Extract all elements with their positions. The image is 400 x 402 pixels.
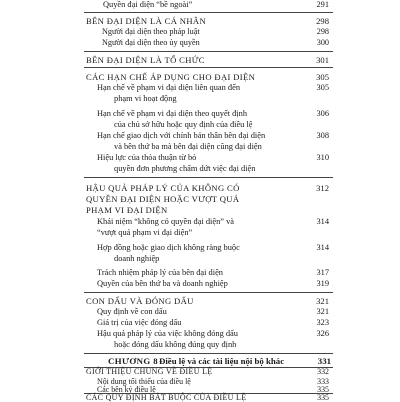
toc-entry-text: quyền đơn phương chấm dứt việc đại diện (114, 164, 256, 173)
toc-entry-text: Trách nhiệm pháp lý của bên đại diện (97, 268, 223, 277)
toc-entry-page: 301 (316, 55, 329, 65)
toc-entry-text: Hiệu lực của thỏa thuận từ bỏ (97, 153, 197, 162)
toc-entry-text: Quy định về con dấu (97, 307, 167, 316)
toc-heading-text: BÊN ĐẠI DIỆN LÀ TỔ CHỨC (86, 55, 205, 65)
toc-entry-page: 310 (316, 153, 329, 162)
toc-entry-text: và bên thứ ba mà bên đại diện cũng đại diện (114, 142, 262, 151)
toc-entry-page: 323 (316, 318, 329, 327)
toc-entry-text: Hợp đồng hoặc giao dịch không ràng buộc (97, 243, 240, 252)
toc-entry-page: 333 (317, 377, 329, 386)
toc-entry-text: Hạn chế giao dịch với chính bản thân bên đại diện (97, 131, 266, 140)
toc-entry-page: 332 (317, 367, 329, 376)
toc-entry-text: hoặc đóng dấu không đúng quy định (114, 340, 237, 349)
toc-entry-page: 314 (316, 217, 329, 226)
section-divider (84, 292, 333, 293)
toc-entry-page: 312 (316, 183, 329, 193)
section-divider (84, 67, 333, 68)
toc-entry-page: 308 (316, 131, 329, 140)
toc-entry-text: Hậu quả pháp lý của việc không đóng dấu (97, 329, 238, 338)
section-divider (84, 12, 333, 13)
toc-entry-text: Quyền của bên thứ ba và doanh nghiệp (97, 279, 228, 288)
section-divider (84, 177, 333, 178)
toc-heading-text: BÊN ĐẠI DIỆN LÀ CÁ NHÂN (86, 16, 206, 26)
chapter-page: 331 (317, 356, 331, 366)
toc-entry-text: phạm vi hoạt động (114, 94, 177, 103)
toc-entry-page: 314 (316, 243, 329, 252)
toc-entry-page: 306 (316, 109, 329, 118)
toc-entry-text: “vượt quá phạm vi đại diện” (97, 228, 193, 237)
chapter-title: Điều lệ và các tài liệu nội bộ khác (159, 356, 285, 366)
toc-entry-page: 321 (316, 307, 329, 316)
toc-entry-text: Người đại diện theo pháp luật (102, 27, 200, 36)
toc-entry-text: của chủ sở hữu hoặc quy định của điều lệ (114, 120, 253, 129)
toc-entry-text: Người đại diện theo ủy quyền (102, 38, 200, 47)
toc-entry-page: 305 (316, 83, 329, 92)
toc-heading-text: QUYỀN ĐẠI DIỆN HOẶC VƯỢT QUÁ (86, 194, 240, 204)
toc-entry-text: Hạn chế về phạm vi đại diện theo quyết định (97, 109, 248, 118)
toc-entry-page: 335 (317, 385, 329, 394)
toc-entry-text: Quyền đại diện “bề ngoài” (103, 0, 193, 9)
toc-heading-text: CÁC HẠN CHẾ ÁP DỤNG CHO ĐẠI DIỆN (86, 72, 256, 82)
toc-entry-text: Nội dung tối thiểu của điều lệ (97, 377, 191, 386)
toc-entry-page: 321 (316, 296, 329, 306)
toc-entry-page: 298 (316, 27, 329, 36)
toc-entry-text: Các bên ký điều lệ (97, 385, 156, 394)
chapter-number: CHƯƠNG 8 (108, 356, 159, 366)
toc-entry-page: 317 (316, 268, 329, 277)
toc-entry-page: 298 (316, 16, 329, 26)
toc-entry-page: 335 (317, 393, 329, 402)
toc-entry-text: Khái niệm “không có quyền đại diện” và (97, 217, 234, 226)
toc-entry-page: 326 (316, 329, 329, 338)
toc-heading-text: CÁC QUY ĐỊNH BẮT BUỘC CỦA ĐIỀU LỆ (86, 393, 247, 402)
toc-entry-page: 305 (316, 72, 329, 82)
toc-heading-text: GIỚI THIỆU CHUNG VỀ ĐIỀU LỆ (86, 367, 213, 376)
toc-entry-text: doanh nghiệp (114, 254, 160, 263)
toc-entry-text: Giá trị của việc đóng dấu (97, 318, 182, 327)
toc-heading-text: PHẠM VI ĐẠI DIỆN (86, 205, 168, 215)
toc-entry-page: 300 (316, 38, 329, 47)
toc-entry-page: 319 (316, 279, 329, 288)
toc-heading-text: HẬU QUẢ PHÁP LÝ CỦA KHÔNG CÓ (86, 183, 240, 193)
section-divider (84, 51, 333, 52)
toc-heading-text: CON DẤU VÀ ĐÓNG DẤU (86, 296, 194, 306)
section-divider (84, 353, 333, 354)
toc-entry-page: 291 (316, 0, 329, 9)
toc-entry-text: Hạn chế về phạm vi đại diện liên quan đến (97, 83, 241, 92)
